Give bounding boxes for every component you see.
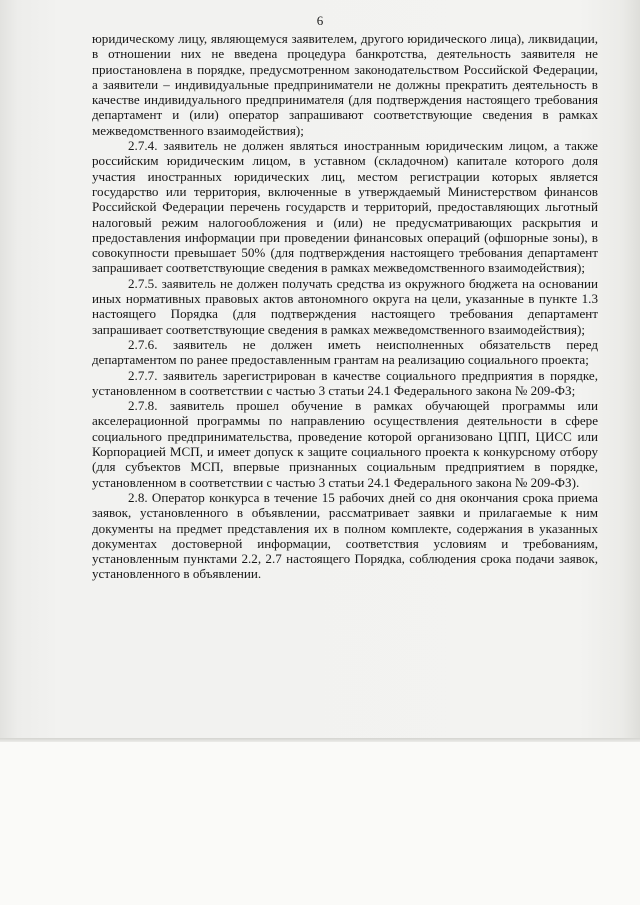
paragraph-2-7-4: 2.7.4. заявитель не должен являться иностранным юридическим лицом, а также российским юридическим лицом, в уставном (складочном) капитале которого доля участия иностранных юридических лиц, местом регистрации которых является государство или территория, включенные в утверждаемый Министерством финансов Российской Федерации перечень государств и территорий, предоставляющих льготный налоговый режим налогообложения и (или) не предусматривающих раскрытия и предоставления информации при проведении финансовых операций (офшорные зоны), в совокупности превышает 50% (для подтверждения настоящего требования департамент запрашивает соответствующие сведения в рамках межведомственного взаимодействия); bbox=[92, 138, 598, 276]
paragraph-2-7-6: 2.7.6. заявитель не должен иметь неисполненных обязательств перед департаментом по ранее предоставленным грантам на реализацию социального проекта; bbox=[92, 336, 598, 368]
page-number: 6 bbox=[316, 13, 324, 28]
paragraph-2-7-5: 2.7.5. заявитель не должен получать средства из окружного бюджета на основании иных нормативных правовых актов автономного округа на цели, указанные в пункте 1.3 настоящего Порядка (для подтверждения настоящего требования департамент запрашивает соответствующие сведения в рамках межведомственного взаимодействия); bbox=[92, 275, 598, 337]
paragraph-2-7-7: 2.7.7. заявитель зарегистрирован в качестве социального предприятия в порядке, установленном в соответствии с частью 3 статьи 24.1 Федерального закона № 209-ФЗ; bbox=[92, 367, 598, 398]
paragraph-2-8: 2.8. Оператор конкурса в течение 15 рабочих дней со дня окончания срока приема заявок, установленного в объявлении, рассматривает заявки и прилагаемые к ним документы на предмет представления их в полном комплекте, содержания в указанных документах достоверной информации, соответствия условиям и требованиям, установленным пунктами 2.2, 2.7 настоящего Порядка, соблюдения срока подачи заявок, установленного в объявлении. bbox=[92, 489, 598, 582]
blank-margin bbox=[0, 742, 640, 905]
paragraph-2-7-8: 2.7.8. заявитель прошел обучение в рамках обучающей программы или акселерационной программы по направлению осуществления деятельности в сфере социального предпринимательства, проведение которой организовано ЦПП, ЦИСС или Корпорацией МСП, и имеет допуск к защите социального проекта к конкурсному отбору (для субъектов МСП, впервые признанных социальным предприятием в порядке, установленном в соответствии с частью 3 статьи 24.1 Федерального закона № 209-ФЗ). bbox=[92, 398, 598, 490]
paragraph-continuation: юридическому лицу, являющемуся заявителем, другого юридического лица), ликвидации, в отношении них не введена процедура банкротства, деятельность заявителя не приостановлена в порядке, предусмотренном законодательством Российской Федерации, а заявители – индивидуальные предприниматели не должны прекратить деятельность в качестве индивидуального предпринимателя (для подтверждения настоящего требования департамент и (или) оператор запрашивают соответствующие сведения в рамках межведомственного взаимодействия); bbox=[92, 31, 598, 138]
document-body bbox=[92, 31, 598, 582]
